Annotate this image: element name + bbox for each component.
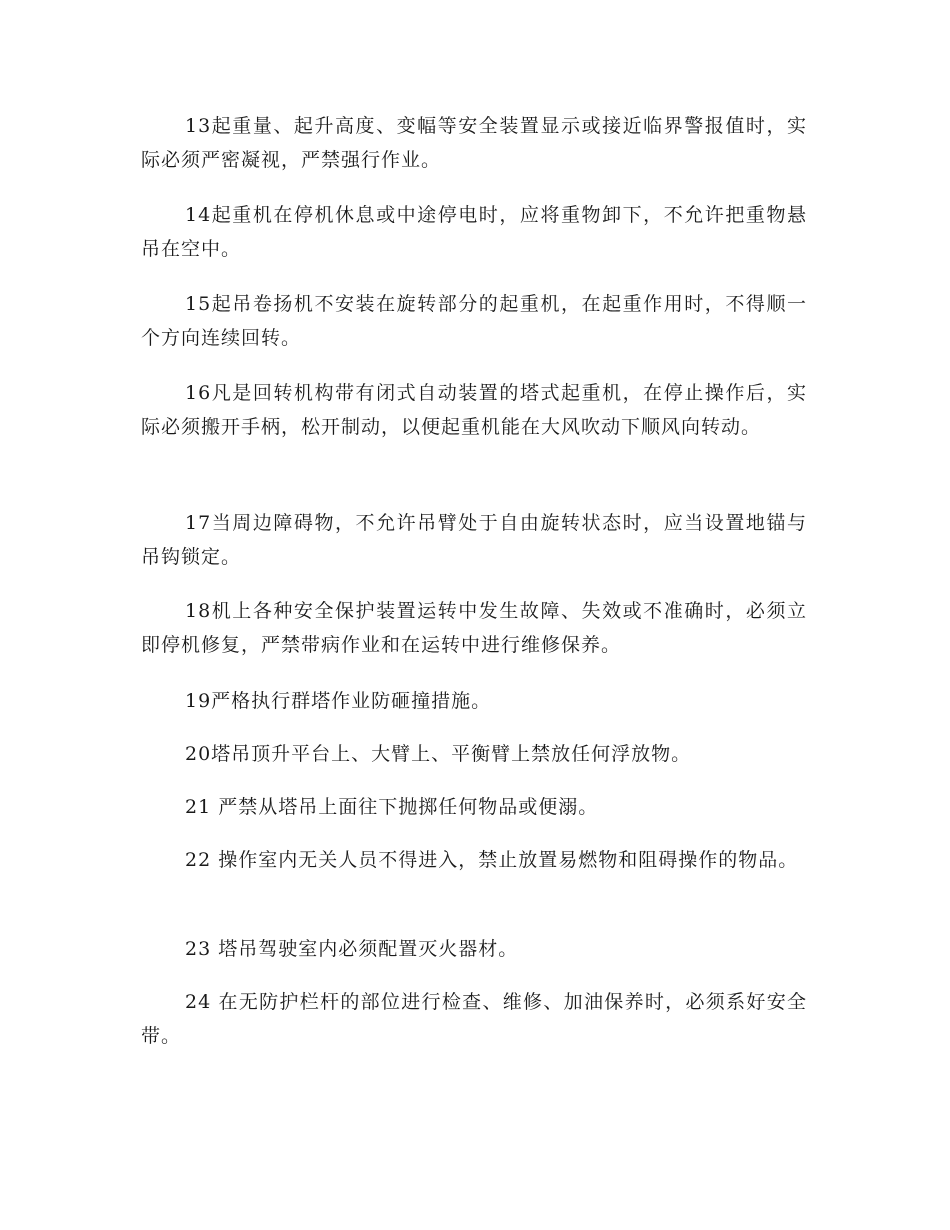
rule-paragraph-20: 20塔吊顶升平台上、大臂上、平衡臂上禁放任何浮放物。 <box>185 743 692 765</box>
rule-paragraph-24: 24 在无防护栏杆的部位进行检查、维修、加油保养时，必须系好安全带。 <box>141 991 807 1047</box>
rule-paragraph-18: 18机上各种安全保护装置运转中发生故障、失效或不准确时，必须立即停机修复，严禁带病作业和在运转中进行维修保养。 <box>141 600 807 656</box>
rule-paragraph-13: 13起重量、起升高度、变幅等安全装置显示或接近临界警报值时，实际必须严密凝视，严禁强行作业。 <box>141 115 807 171</box>
rule-paragraph-23: 23 塔吊驾驶室内必须配置灭火器材。 <box>185 938 519 960</box>
rule-paragraph-15: 15起吊卷扬机不安装在旋转部分的起重机，在起重作用时，不得顺一个方向连续回转。 <box>141 293 807 349</box>
rule-paragraph-17: 17当周边障碍物，不允许吊臂处于自由旋转状态时，应当设置地锚与吊钩锁定。 <box>141 512 807 568</box>
rule-paragraph-19: 19严格执行群塔作业防砸撞措施。 <box>185 690 492 712</box>
rule-paragraph-14: 14起重机在停机休息或中途停电时，应将重物卸下，不允许把重物悬吊在空中。 <box>141 204 807 260</box>
rule-paragraph-16: 16凡是回转机构带有闭式自动装置的塔式起重机，在停止操作后，实际必须搬开手柄，松开制动，以便起重机能在大风吹动下顺风向转动。 <box>141 382 807 438</box>
rule-paragraph-22: 22 操作室内无关人员不得进入，禁止放置易燃物和阻碍操作的物品。 <box>185 849 799 871</box>
rule-paragraph-21: 21 严禁从塔吊上面往下抛掷任何物品或便溺。 <box>185 796 599 818</box>
